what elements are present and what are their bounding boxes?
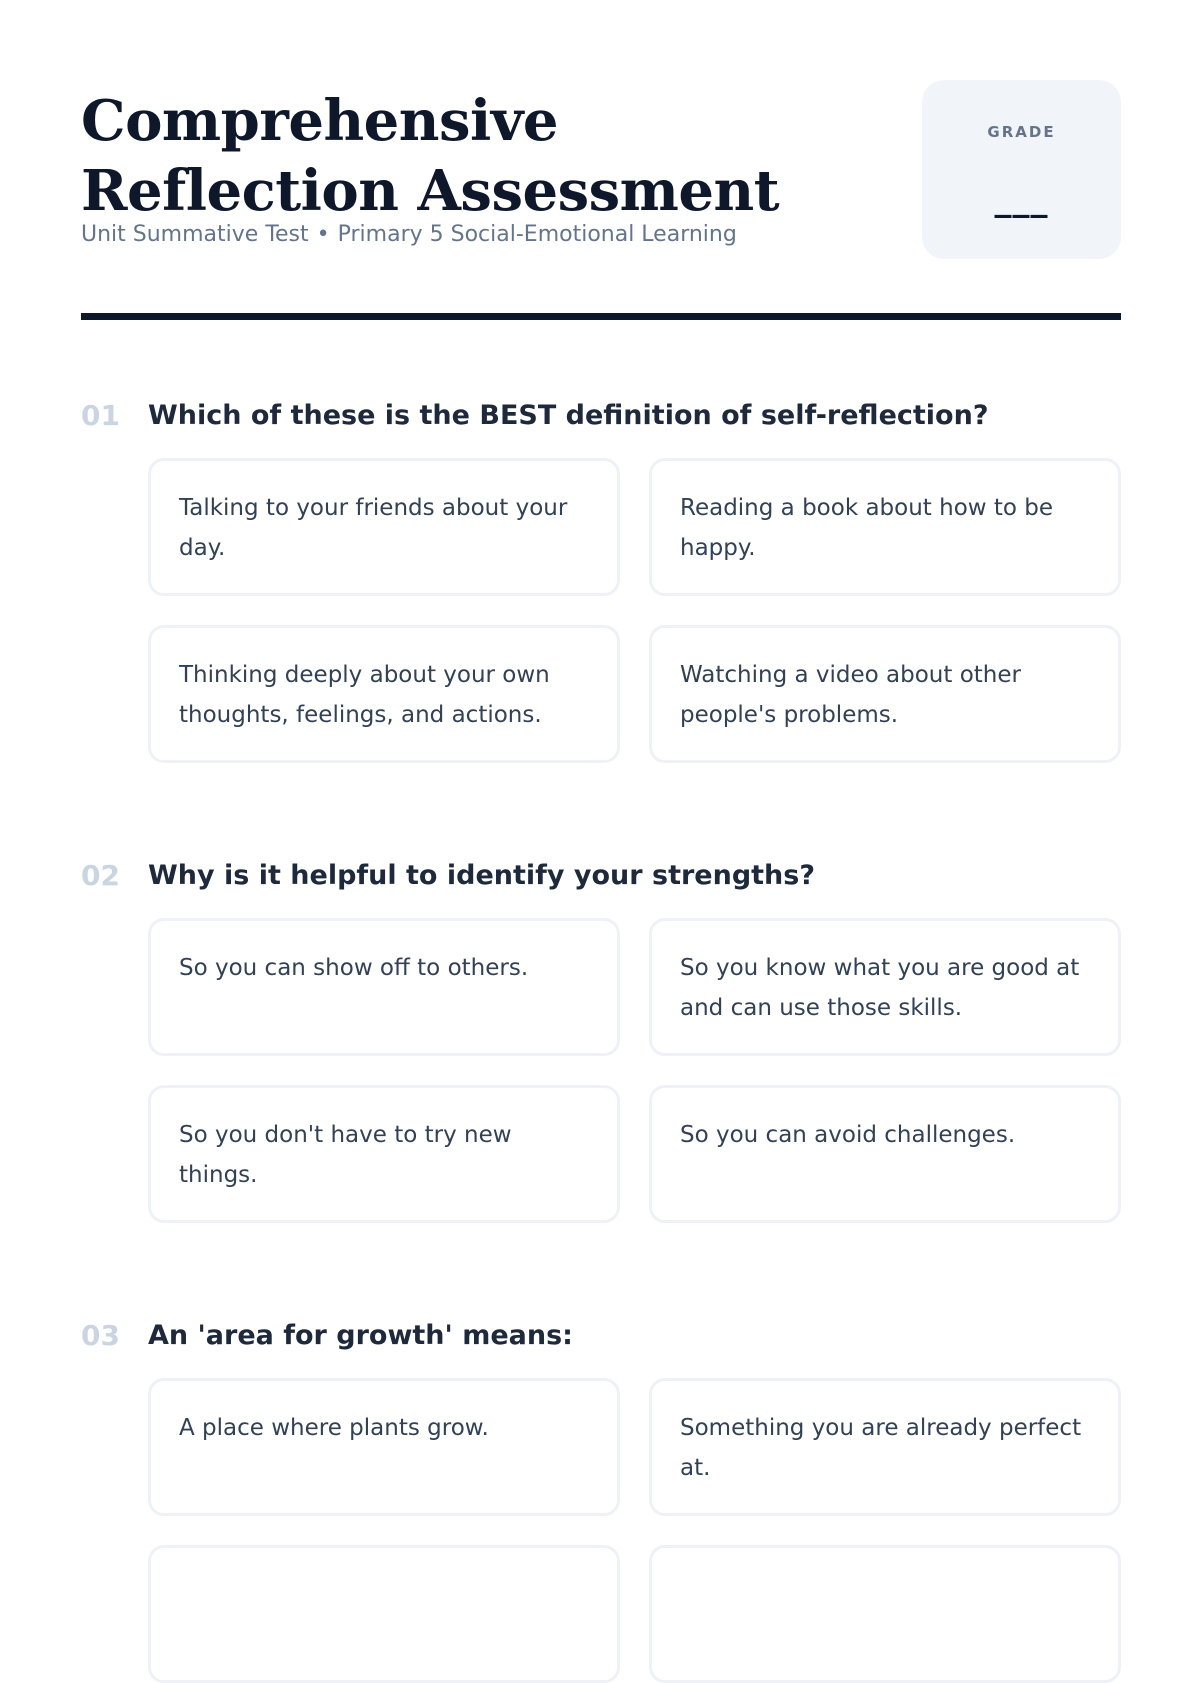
answer-option-c[interactable]: So you don't have to try new things. <box>148 1085 620 1223</box>
answer-option-d[interactable] <box>649 1545 1121 1683</box>
question-text: An 'area for growth' means: <box>148 1320 573 1351</box>
grade-value: ___ <box>994 179 1049 219</box>
question-2 <box>81 858 1121 1188</box>
page-title: Comprehensive Reflection Assessment <box>81 88 780 224</box>
grade-label: GRADE <box>987 123 1056 141</box>
answer-option-c[interactable]: Thinking deeply about your own thoughts, feelings, and actions. <box>148 625 620 763</box>
answer-option-d[interactable]: Watching a video about other people's problems. <box>649 625 1121 763</box>
header-divider <box>81 313 1121 320</box>
question-text: Which of these is the BEST definition of self-reflection? <box>148 400 989 431</box>
question-header <box>81 398 1121 434</box>
assessment-header <box>81 80 1121 316</box>
question-text: Why is it helpful to identify your strengths? <box>148 860 816 891</box>
grade-box <box>922 80 1121 259</box>
assessment-page <box>81 80 1121 1481</box>
answer-option-a[interactable]: So you can show off to others. <box>148 918 620 1056</box>
subtitle-separator: • <box>316 222 330 247</box>
question-header <box>81 1318 1121 1354</box>
answer-option-b[interactable]: Reading a book about how to be happy. <box>649 458 1121 596</box>
answer-option-b[interactable]: So you know what you are good at and can use those skills. <box>649 918 1121 1056</box>
question-number: 02 <box>81 859 120 892</box>
question-number: 01 <box>81 399 120 432</box>
answer-option-a[interactable]: Talking to your friends about your day. <box>148 458 620 596</box>
page-subtitle <box>81 220 737 250</box>
answer-option-d[interactable]: So you can avoid challenges. <box>649 1085 1121 1223</box>
course-label: Primary 5 Social-Emotional Learning <box>337 222 737 247</box>
question-1 <box>81 398 1121 728</box>
question-header <box>81 858 1121 894</box>
answer-option-c[interactable] <box>148 1545 620 1683</box>
question-number: 03 <box>81 1319 120 1352</box>
answer-option-a[interactable]: A place where plants grow. <box>148 1378 620 1516</box>
question-3 <box>81 1318 1121 1481</box>
answer-option-b[interactable]: Something you are already perfect at. <box>649 1378 1121 1516</box>
test-type-label: Unit Summative Test <box>81 222 309 247</box>
